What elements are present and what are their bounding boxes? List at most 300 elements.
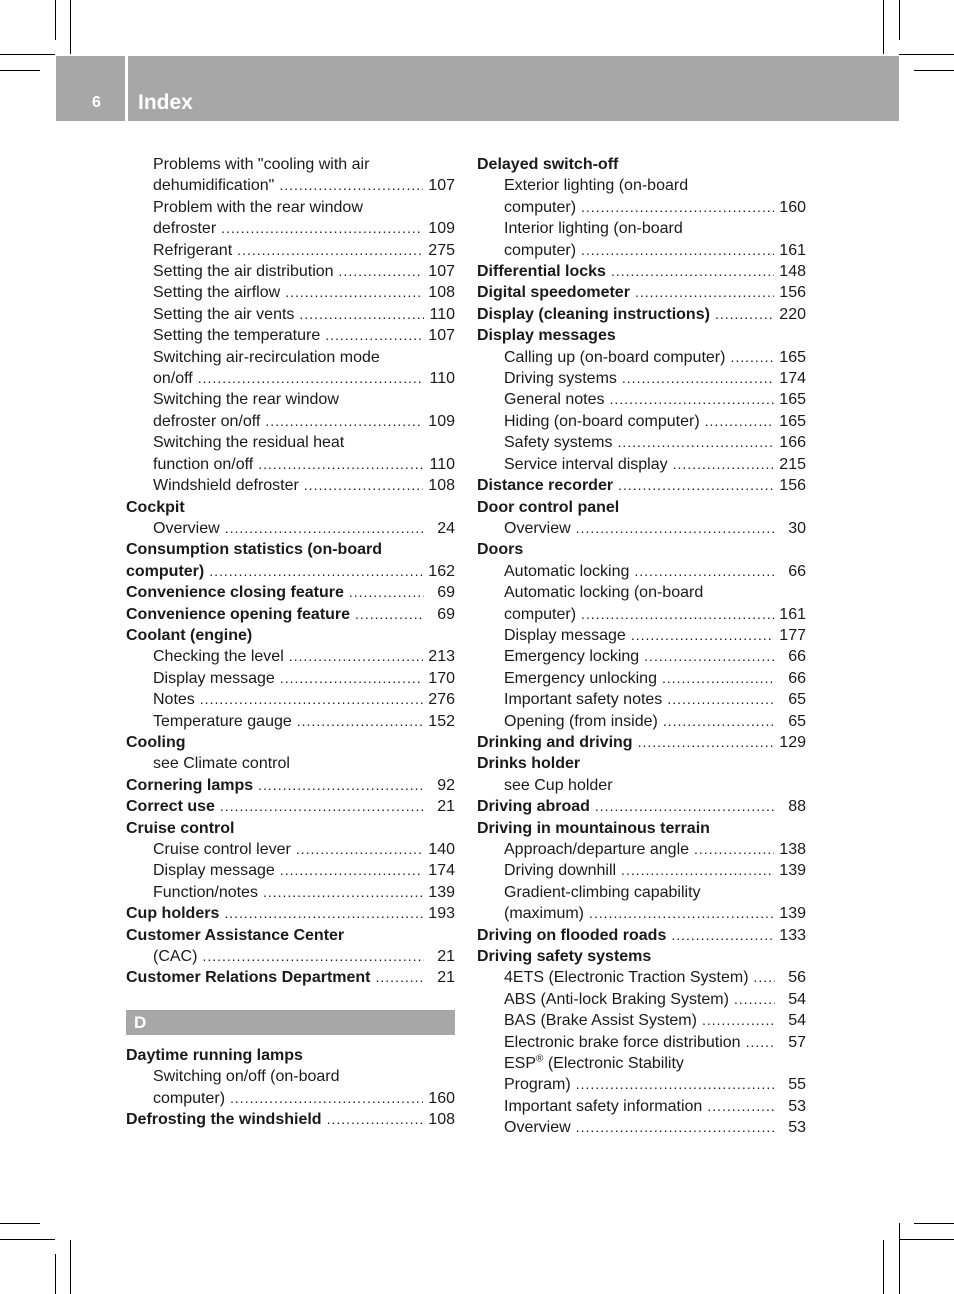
entry-label: Interior lighting (on-board	[504, 220, 683, 238]
page-reference[interactable]: 53	[788, 1097, 806, 1115]
crop-mark	[70, 0, 71, 54]
entry-text	[126, 561, 204, 582]
crop-mark	[55, 0, 56, 40]
index-subentry	[126, 154, 455, 175]
page-reference[interactable]: 107	[428, 263, 455, 281]
entry-text	[504, 668, 657, 689]
entry-text	[153, 261, 334, 282]
entry-label: Customer Assistance Center	[126, 926, 345, 944]
page-reference[interactable]: 69	[437, 584, 455, 602]
page-reference[interactable]: 165	[779, 391, 806, 409]
page-reference[interactable]: 148	[779, 263, 806, 281]
entry-label: Important safety notes	[504, 691, 663, 709]
entry-label: Overview	[504, 1119, 571, 1137]
entry-label: Opening (from inside)	[504, 712, 658, 730]
index-subentry	[477, 582, 806, 603]
page-reference[interactable]: 92	[437, 776, 455, 794]
index-subentry	[477, 197, 806, 218]
entry-text	[477, 154, 618, 175]
index-entry	[477, 325, 806, 346]
index-subentry	[126, 304, 455, 325]
dot-leader	[610, 389, 775, 410]
index-subentry	[477, 860, 806, 881]
entry-text	[477, 475, 613, 496]
index-subentry	[477, 689, 806, 710]
index-subentry	[126, 1066, 455, 1087]
page-reference[interactable]: 166	[779, 434, 806, 452]
entry-text	[477, 497, 619, 518]
index-subentry	[477, 218, 806, 239]
entry-text	[126, 1109, 322, 1130]
entry-text	[477, 325, 616, 346]
page-reference[interactable]: 177	[779, 626, 806, 644]
entry-text	[504, 240, 576, 261]
index-subentry	[477, 1053, 806, 1074]
entry-label: Function/notes	[153, 883, 258, 901]
entry-text	[504, 582, 703, 603]
page-reference[interactable]: 65	[788, 691, 806, 709]
entry-text	[153, 282, 280, 303]
page-reference[interactable]: 108	[428, 477, 455, 495]
dot-leader	[621, 860, 774, 881]
dot-leader	[663, 711, 775, 732]
entry-text	[504, 432, 612, 453]
crop-mark	[899, 0, 900, 40]
entry-text	[153, 1088, 225, 1109]
entry-text	[126, 903, 219, 924]
page-title: Index	[138, 91, 193, 114]
page-reference[interactable]: 54	[788, 990, 806, 1008]
index-subentry	[126, 389, 455, 410]
entry-text	[504, 689, 662, 710]
index-subentry	[477, 775, 806, 796]
entry-text	[126, 497, 185, 518]
entry-label: Coolant (engine)	[126, 626, 253, 644]
entry-label: ESP	[504, 1055, 537, 1073]
page-reference[interactable]: 110	[429, 455, 455, 473]
page-reference[interactable]: 21	[437, 948, 455, 966]
crop-mark	[0, 1223, 40, 1224]
entry-text	[153, 711, 292, 732]
index-entry	[477, 304, 806, 325]
dot-leader	[705, 411, 775, 432]
entry-text	[477, 946, 651, 967]
entry-text	[126, 775, 253, 796]
index-subentry	[126, 711, 455, 732]
page-reference[interactable]: 24	[437, 519, 455, 537]
index-subentry	[126, 860, 455, 881]
entry-label: defroster	[153, 220, 217, 238]
page-reference[interactable]: 170	[428, 669, 455, 687]
entry-text	[504, 368, 617, 389]
entry-text	[153, 882, 258, 903]
page-reference[interactable]: 139	[428, 883, 455, 901]
dot-leader	[327, 1109, 424, 1130]
dot-leader	[673, 454, 775, 475]
index-entry	[126, 796, 455, 817]
entry-text	[504, 711, 658, 732]
entry-text	[504, 967, 749, 988]
page-reference[interactable]: 129	[779, 733, 806, 751]
page-reference[interactable]: 56	[788, 969, 806, 987]
entry-label: Display message	[504, 626, 626, 644]
page-reference[interactable]: 108	[428, 284, 455, 302]
page-reference[interactable]: 21	[437, 969, 455, 987]
dot-leader	[730, 347, 774, 368]
dot-leader	[258, 775, 424, 796]
crop-mark	[70, 1240, 71, 1294]
entry-label: (maximum)	[504, 905, 584, 923]
entry-label: General notes	[504, 391, 605, 409]
page-reference[interactable]: 165	[779, 348, 806, 366]
page-reference[interactable]: 160	[779, 198, 806, 216]
entry-label: Switching the rear window	[153, 391, 339, 409]
page-reference[interactable]: 193	[428, 905, 455, 923]
entry-text	[504, 1032, 741, 1053]
index-subentry	[477, 347, 806, 368]
header-divider	[125, 56, 128, 121]
crop-mark	[55, 1254, 56, 1294]
entry-label: Driving in mountainous terrain	[477, 819, 710, 837]
page-reference[interactable]: 54	[788, 1012, 806, 1030]
index-entry	[477, 732, 806, 753]
page-reference[interactable]: 165	[779, 412, 806, 430]
dot-leader	[299, 304, 424, 325]
page-reference[interactable]: 30	[788, 519, 806, 537]
entry-label: Automatic locking (on-board	[504, 584, 704, 602]
entry-label: function on/off	[153, 455, 254, 473]
entry-text	[504, 347, 725, 368]
page-reference[interactable]: 276	[428, 691, 455, 709]
page-number: 6	[92, 94, 101, 111]
dot-leader	[581, 197, 774, 218]
index-subentry	[477, 967, 806, 988]
entry-label: Setting the temperature	[153, 327, 321, 345]
entry-label: ABS (Anti-lock Braking System)	[504, 990, 729, 1008]
entry-text	[153, 946, 197, 967]
index-subentry	[477, 389, 806, 410]
crop-mark	[883, 0, 884, 54]
index-subentry	[126, 668, 455, 689]
index-entry	[477, 475, 806, 496]
index-subentry	[126, 347, 455, 368]
index-entry	[126, 818, 455, 839]
entry-label: Switching air-recirculation mode	[153, 348, 380, 366]
page-reference[interactable]: 174	[428, 862, 455, 880]
entry-label: Overview	[153, 519, 220, 537]
page-reference[interactable]: 139	[779, 905, 806, 923]
dot-leader	[265, 411, 423, 432]
entry-text	[153, 646, 284, 667]
entry-label: Service interval display	[504, 455, 668, 473]
dot-leader	[297, 711, 424, 732]
dot-leader	[237, 240, 423, 261]
entry-label: Problems with "cooling with air	[153, 156, 370, 173]
index-entry	[477, 818, 806, 839]
page-reference[interactable]: 69	[437, 605, 455, 623]
dot-leader	[631, 625, 774, 646]
entry-label: Calling up (on-board computer)	[504, 348, 726, 366]
index-subentry	[477, 646, 806, 667]
entry-text	[153, 175, 274, 196]
entry-text	[126, 967, 371, 988]
index-subentry	[477, 1074, 806, 1095]
index-entry	[126, 903, 455, 924]
index-entry	[126, 497, 455, 518]
dot-leader	[225, 518, 424, 539]
entry-text	[126, 625, 252, 646]
index-subentry	[477, 1010, 806, 1031]
page-reference[interactable]: 156	[779, 477, 806, 495]
entry-label: Setting the air distribution	[153, 263, 334, 281]
index-subentry	[477, 839, 806, 860]
dot-leader	[220, 796, 424, 817]
dot-leader	[224, 903, 423, 924]
entry-label: Windshield defroster	[153, 477, 299, 495]
index-subentry	[126, 946, 455, 967]
entry-text	[504, 775, 613, 796]
entry-text	[504, 389, 605, 410]
entry-text	[504, 860, 616, 881]
dot-leader	[707, 1096, 775, 1117]
dot-leader	[617, 432, 774, 453]
page-reference[interactable]: 109	[428, 220, 455, 238]
entry-text	[504, 218, 683, 239]
entry-text	[153, 432, 344, 453]
dot-leader	[263, 882, 423, 903]
entry-label: Display messages	[477, 327, 616, 345]
entry-label: computer)	[504, 241, 577, 259]
dot-leader	[296, 839, 423, 860]
entry-text	[153, 325, 320, 346]
index-subentry	[477, 1032, 806, 1053]
entry-label: Drinking and driving	[477, 733, 633, 751]
entry-text	[504, 1053, 684, 1074]
index-subentry	[126, 261, 455, 282]
page-reference[interactable]: 53	[788, 1119, 806, 1137]
page-reference[interactable]: 140	[428, 841, 455, 858]
index-column-right	[477, 154, 806, 1139]
entry-text	[153, 389, 339, 410]
entry-label: Overview	[504, 519, 571, 537]
entry-label: see Climate control	[153, 755, 290, 773]
index-subentry	[126, 368, 455, 389]
dot-leader	[635, 282, 774, 303]
dot-leader	[376, 967, 425, 988]
page-reference[interactable]: 213	[428, 648, 455, 666]
entry-text	[126, 818, 234, 839]
dot-leader	[355, 604, 424, 625]
page-reference[interactable]: 108	[428, 1111, 455, 1129]
page-reference[interactable]: 110	[429, 370, 455, 388]
index-subentry	[126, 646, 455, 667]
entry-text	[153, 860, 275, 881]
entry-label: Approach/departure angle	[504, 841, 690, 858]
entry-label: Setting the air vents	[153, 305, 295, 323]
entry-text	[477, 261, 606, 282]
entry-text	[126, 925, 344, 946]
entry-text	[153, 347, 380, 368]
index-subentry	[477, 411, 806, 432]
page-reference[interactable]: 110	[429, 305, 455, 323]
entry-label: Display message	[153, 862, 275, 880]
page-reference[interactable]: 21	[437, 798, 455, 816]
page-reference[interactable]: 107	[428, 177, 455, 195]
entry-text	[504, 882, 701, 903]
crop-mark	[899, 54, 954, 55]
entry-label: Problem with the rear window	[153, 198, 363, 216]
page-reference[interactable]: 160	[428, 1089, 455, 1107]
entry-text	[153, 197, 363, 218]
page-reference[interactable]: 55	[788, 1076, 806, 1094]
index-entry	[126, 925, 455, 946]
page-reference[interactable]: 139	[779, 862, 806, 880]
page-reference[interactable]: 65	[788, 712, 806, 730]
index-subentry	[126, 689, 455, 710]
dot-leader	[734, 989, 775, 1010]
page-reference[interactable]: 107	[428, 327, 455, 345]
index-subentry	[477, 518, 806, 539]
index-entry	[477, 925, 806, 946]
entry-text	[504, 518, 571, 539]
entry-label: BAS (Brake Assist System)	[504, 1012, 697, 1030]
page-reference[interactable]: 152	[428, 712, 455, 730]
entry-text	[504, 1117, 571, 1138]
entry-text	[126, 732, 186, 753]
entry-label: Doors	[477, 541, 524, 559]
page-reference[interactable]: 156	[779, 284, 806, 302]
dot-leader	[662, 668, 775, 689]
entry-text	[153, 154, 369, 175]
entry-text	[126, 796, 215, 817]
index-subentry	[126, 753, 455, 774]
entry-label: Switching on/off (on-board	[153, 1068, 340, 1086]
entry-label: Door control panel	[477, 498, 620, 516]
dot-leader	[618, 475, 774, 496]
entry-label: Cruise control	[126, 819, 235, 837]
dot-leader	[325, 325, 423, 346]
page-reference[interactable]: 162	[428, 562, 455, 580]
dot-leader	[694, 839, 774, 860]
page-reference[interactable]: 161	[779, 605, 806, 623]
entry-text	[126, 604, 350, 625]
entry-text	[504, 625, 626, 646]
index-entry	[126, 625, 455, 646]
entry-text	[504, 646, 639, 667]
entry-label: Differential locks	[477, 263, 606, 281]
entry-text	[504, 1010, 697, 1031]
crop-mark	[0, 1239, 55, 1240]
entry-text	[504, 903, 584, 924]
index-subentry	[477, 882, 806, 903]
entry-label-continued: (Electronic Stability	[543, 1055, 684, 1073]
index-subentry	[126, 1088, 455, 1109]
index-entry	[477, 946, 806, 967]
entry-label: (CAC)	[153, 948, 198, 966]
page-reference[interactable]: 133	[779, 926, 806, 944]
entry-label: Driving safety systems	[477, 948, 652, 966]
index-entry	[126, 604, 455, 625]
entry-label: Defrosting the windshield	[126, 1111, 322, 1129]
entry-label: Temperature gauge	[153, 712, 292, 730]
entry-text	[504, 604, 576, 625]
entry-label: Convenience opening feature	[126, 605, 351, 623]
entry-label: defroster on/off	[153, 412, 261, 430]
index-subentry	[126, 240, 455, 261]
index-entry	[477, 154, 806, 175]
index-subentry	[126, 882, 455, 903]
entry-label: Daytime running lamps	[126, 1046, 303, 1064]
section-letter-header: D	[126, 1010, 455, 1035]
dot-leader	[622, 368, 774, 389]
entry-text	[477, 732, 633, 753]
entry-label: Distance recorder	[477, 477, 614, 495]
index-entry	[126, 732, 455, 753]
crop-mark	[899, 1239, 954, 1240]
dot-leader	[581, 604, 774, 625]
page-reference[interactable]: 174	[779, 370, 806, 388]
entry-label: Cornering lamps	[126, 776, 254, 794]
dot-leader	[289, 646, 424, 667]
dot-leader	[644, 646, 775, 667]
page-reference[interactable]: 161	[779, 241, 806, 259]
entry-label: Convenience closing feature	[126, 584, 344, 602]
page-reference[interactable]: 88	[788, 798, 806, 816]
entry-label: computer)	[153, 1089, 226, 1107]
entry-label: Switching the residual heat	[153, 434, 345, 452]
dot-leader	[667, 689, 775, 710]
index-entry	[477, 261, 806, 282]
page-reference[interactable]: 215	[779, 455, 806, 473]
entry-label: Refrigerant	[153, 241, 233, 259]
entry-label: Important safety information	[504, 1097, 703, 1115]
dot-leader	[202, 946, 424, 967]
entry-text	[153, 518, 220, 539]
entry-text	[153, 668, 275, 689]
entry-text	[504, 561, 629, 582]
dot-leader	[198, 368, 424, 389]
page-header	[56, 56, 899, 121]
entry-text	[126, 582, 344, 603]
index-subentry	[477, 432, 806, 453]
entry-label: Automatic locking	[504, 562, 630, 580]
index-entry	[126, 1045, 455, 1066]
index-subentry	[126, 325, 455, 346]
page-reference[interactable]: 109	[428, 412, 455, 430]
registered-mark: ®	[536, 1053, 544, 1065]
page-reference[interactable]: 66	[788, 562, 806, 580]
dot-leader	[285, 282, 423, 303]
dot-leader	[209, 561, 423, 582]
crop-mark	[0, 54, 55, 55]
index-subentry	[477, 711, 806, 732]
page-reference[interactable]: 275	[428, 241, 455, 259]
index-subentry	[477, 1117, 806, 1138]
dot-leader	[576, 518, 775, 539]
index-subentry	[126, 197, 455, 218]
entry-text	[153, 368, 193, 389]
page-reference[interactable]: 66	[788, 648, 806, 666]
page-reference[interactable]: 66	[788, 669, 806, 687]
dot-leader	[671, 925, 774, 946]
index-subentry	[477, 1096, 806, 1117]
dot-leader	[702, 1010, 775, 1031]
page-reference[interactable]: 220	[779, 305, 806, 323]
entry-text	[477, 539, 523, 560]
page-reference[interactable]: 138	[779, 841, 806, 858]
index-entry	[126, 775, 455, 796]
page-reference[interactable]: 57	[788, 1033, 806, 1051]
